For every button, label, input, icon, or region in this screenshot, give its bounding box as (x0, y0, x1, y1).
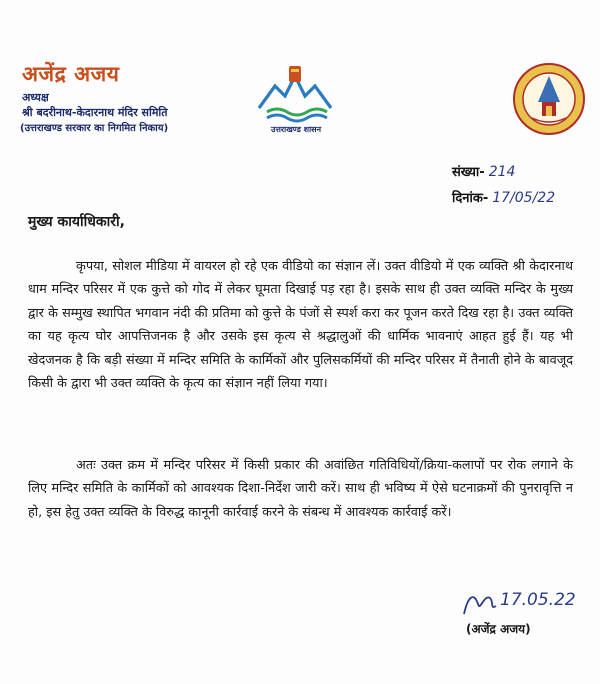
body-paragraph-2-text: अतः उक्त क्रम में मन्दिर परिसर में किसी प्रकार की अवांछित गतिविधियों/क्रिया-कलापों पर रोक लगाने के लिए मन्दिर समिति के कार्मिकों को आवश्यक दिशा-निर्देश जारी करें। साथ ही भविष्य में ऐसे घटनाक्रमों की पुनरावृत्ति न हो, इस हेतु उक्त व्यक्ति के विरुद्ध कानूनी कार्रवाई करने के संबन्ध में आवश्यक कार्रवाई करें। (28, 458, 573, 520)
letterhead-name: अजेंद्र अजय (22, 62, 120, 86)
reference-date-label: दिनांक- (452, 191, 489, 206)
body-paragraph-1-text: कृपया, सोशल मीडिया में वायरल हो रहे एक वीडियो का संज्ञान लें। उक्त वीडियो में एक व्यक्ति श्री केदारनाथ धाम मन्दिर परिसर में एक कुत्ते को गोद में लेकर घूमता दिखाई पड़ रहा है। इसके साथ ही उक्त व्यक्ति मन्दिर के मुख्य द्वार के सम्मुख स्थापित भगवान नंदी की प्रतिमा को कुत्ते के पंजों से स्पर्श करा कर पूजन करते दिख रहा है। उक्त व्यक्ति का यह कृत्य घोर आपत्तिजनक है और उसके इस कृत्य से श्रद्धालुओं की धार्मिक भावनाएं आहत हुई हैं। यह भी खेदजनक है कि बड़ी संख्या में मन्दिर समिति के कार्मिकों और पुलिसकर्मियों की मन्दिर परिसर में तैनाती होने के बावजूद किसी के द्वारा भी उक्त व्यक्ति के कृत्य का संज्ञान नहीं लिया गया। (28, 259, 573, 392)
addressee: मुख्य कार्याधिकारी, (28, 214, 125, 230)
reference-number (452, 162, 515, 180)
letterhead-organization-note: (उत्तराखण्ड सरकार का निगमित निकाय) (20, 123, 169, 134)
signatory-name: (अजेंद्र अजय) (466, 622, 531, 636)
reference-number-label: संख्या- (452, 165, 485, 180)
body-paragraph-1 (28, 255, 573, 395)
reference-number-value: 214 (488, 164, 516, 180)
reference-date (452, 188, 555, 206)
govt-logo-caption: उत्तराखण्ड शासन (270, 125, 322, 134)
letterhead-organization: श्री बदरीनाथ-केदारनाथ मंदिर समिति (22, 106, 168, 119)
letterhead-designation: अध्यक्ष (22, 91, 49, 104)
signature-date: 17.05.22 (500, 590, 576, 610)
temple-committee-seal-icon (512, 62, 586, 136)
body-paragraph-2 (28, 454, 573, 524)
reference-date-value: 17/05/22 (492, 190, 556, 206)
